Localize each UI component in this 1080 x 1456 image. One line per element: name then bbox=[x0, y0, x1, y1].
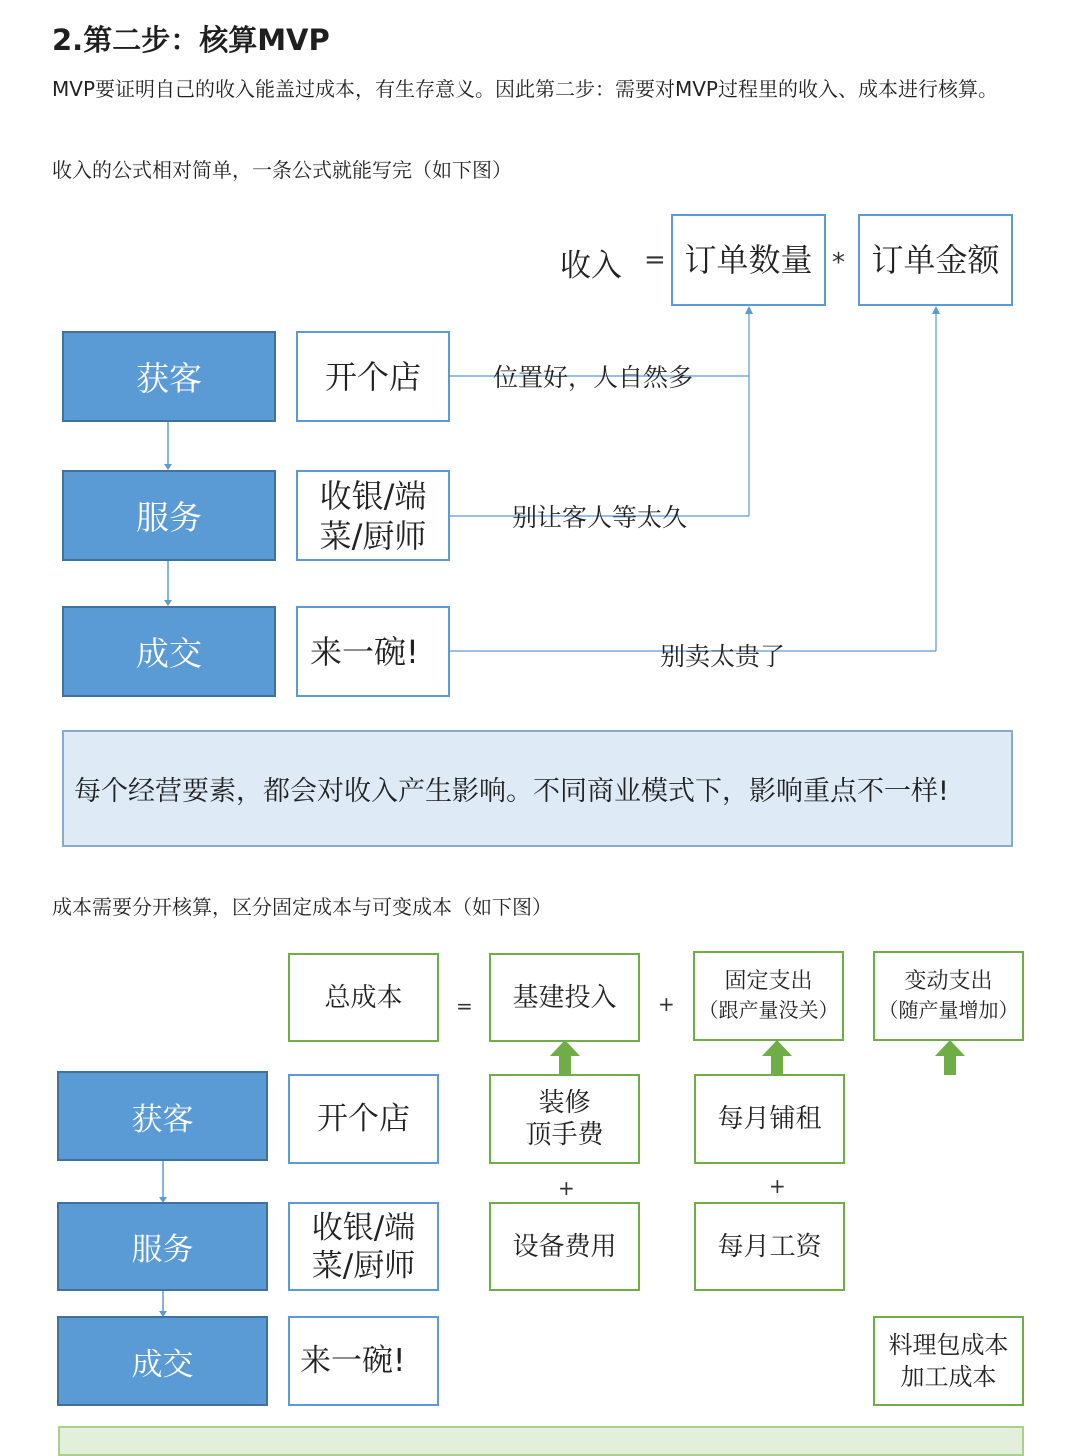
capex-renovation-line2: 顶手费 bbox=[525, 1120, 604, 1150]
intro-paragraph: MVP要证明自己的收入能盖过成本，有生存意义。因此第二步：需要对MVP过程里的收入、成本进行核算。 bbox=[52, 77, 998, 101]
capex-renovation-line1: 装修 bbox=[538, 1088, 591, 1118]
arrow-up-capex bbox=[550, 1040, 580, 1074]
cost-action-open-shop bbox=[288, 1074, 439, 1164]
cost-plus-1: + bbox=[658, 992, 675, 1016]
arrow-up-variable bbox=[935, 1040, 965, 1075]
capex-equipment-label: 设备费用 bbox=[512, 1231, 617, 1262]
effect-location: 位置好，人自然多 bbox=[493, 363, 694, 392]
cost-stage-acquire-label: 获客 bbox=[131, 1101, 194, 1138]
cost-equals: = bbox=[456, 994, 473, 1018]
capex-equipment-box bbox=[489, 1202, 640, 1291]
variable-cost-line2: （随产量增加） bbox=[878, 998, 1019, 1022]
fixed-rent-label: 每月铺租 bbox=[717, 1104, 822, 1134]
revenue-note-text: 每个经营要素，都会对收入产生影响。不同商业模式下，影响重点不一样! bbox=[74, 776, 949, 807]
variable-material-line1: 料理包成本 bbox=[888, 1331, 1009, 1359]
cost-action-order bbox=[288, 1316, 439, 1406]
fixed-cost-line1: 固定支出 bbox=[724, 969, 813, 994]
variable-cost-box bbox=[873, 951, 1024, 1041]
effect-price: 别卖太贵了 bbox=[660, 642, 786, 671]
fixed-cost-line2: （跟产量没关） bbox=[698, 998, 839, 1022]
capex-box bbox=[489, 953, 640, 1042]
stage-deal-label: 成交 bbox=[136, 634, 202, 673]
cost-action-staff-line1: 收银/端 bbox=[311, 1209, 416, 1246]
cost-intro: 成本需要分开核算，区分固定成本与可变成本（如下图） bbox=[52, 895, 552, 919]
action-open-shop-label: 开个店 bbox=[324, 357, 421, 396]
formula-times: * bbox=[832, 248, 845, 278]
revenue-intro: 收入的公式相对简单，一条公式就能写完（如下图） bbox=[52, 158, 512, 182]
cost-action-staff-line2: 菜/厨师 bbox=[311, 1247, 416, 1284]
action-order-label: 来一碗! bbox=[310, 632, 419, 671]
stage-service-label: 服务 bbox=[136, 498, 202, 537]
variable-material-box bbox=[873, 1316, 1024, 1406]
total-cost-label: 总成本 bbox=[324, 982, 403, 1013]
cost-stage-service-label: 服务 bbox=[131, 1232, 194, 1268]
section-heading: 2.第二步：核算MVP bbox=[52, 23, 330, 57]
cost-stage-deal bbox=[57, 1316, 268, 1406]
formula-equals: = bbox=[644, 245, 666, 275]
variable-cost-line1: 变动支出 bbox=[904, 969, 993, 994]
variable-material-line2: 加工成本 bbox=[900, 1363, 997, 1391]
effect-wait: 别让客人等太久 bbox=[512, 503, 688, 532]
action-staff-line1: 收银/端 bbox=[319, 476, 427, 515]
fixed-plus: + bbox=[769, 1174, 786, 1198]
fixed-rent-box bbox=[694, 1074, 845, 1164]
arrow-up-fixed bbox=[762, 1040, 792, 1074]
fixed-salary-label: 每月工资 bbox=[717, 1231, 822, 1262]
formula-revenue-label: 收入 bbox=[560, 248, 622, 284]
cost-action-open-shop-label: 开个店 bbox=[317, 1101, 410, 1137]
fixed-cost-box bbox=[693, 951, 844, 1041]
cost-stage-acquire bbox=[57, 1071, 268, 1161]
total-cost-box bbox=[288, 953, 439, 1042]
cost-action-order-label: 来一碗! bbox=[300, 1343, 406, 1379]
cost-action-staff bbox=[288, 1202, 439, 1291]
stage-acquire-label: 获客 bbox=[136, 359, 202, 398]
cost-stage-deal-label: 成交 bbox=[131, 1346, 194, 1383]
cost-note-box bbox=[58, 1426, 1024, 1456]
capex-label: 基建投入 bbox=[512, 982, 617, 1013]
fixed-salary-box bbox=[694, 1202, 845, 1291]
cost-stage-service bbox=[57, 1202, 268, 1291]
order-count-label: 订单数量 bbox=[684, 241, 813, 279]
order-amount-label: 订单金额 bbox=[871, 241, 1000, 279]
action-staff-line2: 菜/厨师 bbox=[319, 516, 427, 555]
capex-renovation-box bbox=[489, 1074, 640, 1164]
capex-plus: + bbox=[558, 1176, 575, 1200]
